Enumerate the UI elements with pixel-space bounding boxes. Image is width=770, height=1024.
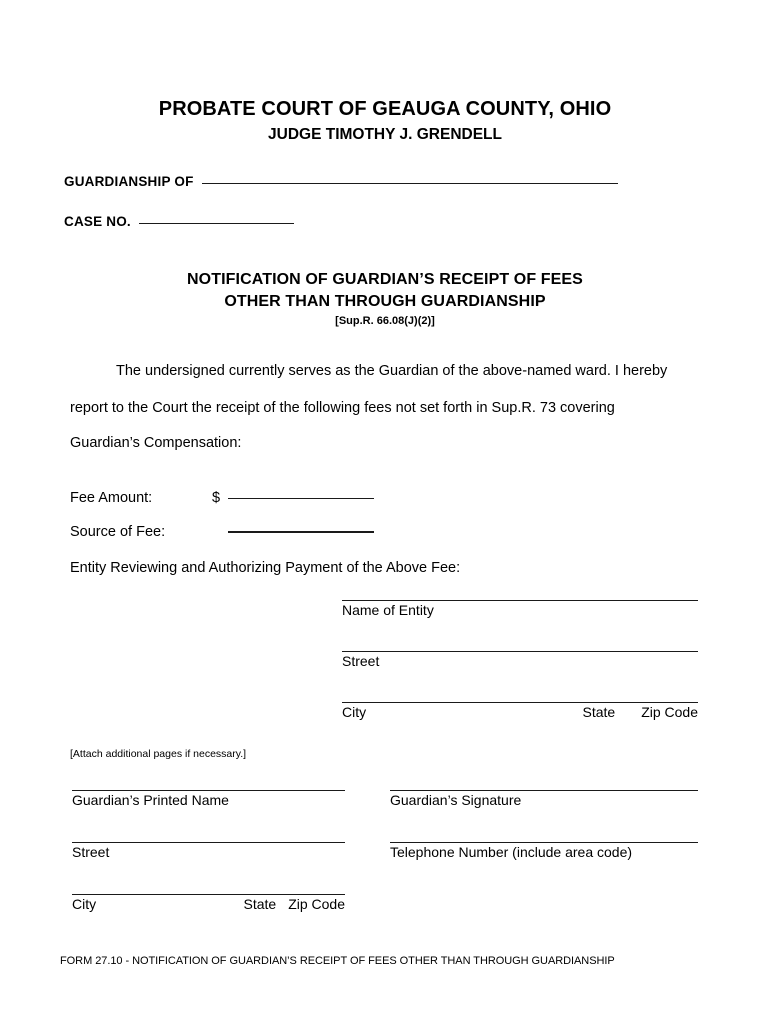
- guardian-signature-label: Guardian’s Signature: [390, 792, 522, 808]
- entity-name-label: Name of Entity: [342, 602, 434, 618]
- guardian-street-field: [72, 842, 345, 860]
- entity-street-field: [342, 651, 698, 669]
- source-of-fee-label: Source of Fee:: [70, 524, 166, 540]
- entity-section-intro: Entity Reviewing and Authorizing Payment of the Above Fee:: [70, 560, 461, 576]
- guardian-signature-column: [390, 790, 698, 912]
- case-number-input-rule[interactable]: [139, 223, 294, 224]
- guardian-zip-label: Zip Code: [288, 896, 345, 912]
- court-title: PROBATE COURT OF GEAUGA COUNTY, OHIO: [158, 98, 612, 120]
- body-paragraph-line-2: report to the Court the receipt of the following fees not set forth in Sup.R. 73 covering: [70, 400, 615, 416]
- fee-amount-label: Fee Amount:: [70, 490, 153, 506]
- guardian-printed-name-field: [72, 790, 345, 808]
- source-of-fee-field: [70, 524, 374, 540]
- fee-amount-field: [70, 490, 374, 506]
- guardian-city-label: City: [72, 896, 97, 912]
- entity-street-label: Street: [342, 653, 380, 669]
- attach-pages-note: [Attach additional pages if necessary.]: [70, 748, 247, 760]
- guardian-telephone-field: [390, 842, 698, 860]
- guardianship-of-input-rule[interactable]: [202, 183, 618, 184]
- guardianship-of-label: GUARDIANSHIP OF: [64, 174, 194, 189]
- guardian-city-state-zip-field: [72, 894, 345, 912]
- case-number-label: CASE NO.: [64, 214, 131, 229]
- body-paragraph-line-1: The undersigned currently serves as the Guardian of the above-named ward. I hereby: [116, 363, 668, 379]
- body-paragraph-line-3: Guardian’s Compensation:: [70, 435, 242, 451]
- judge-name: JUDGE TIMOTHY J. GRENDELL: [268, 126, 502, 143]
- entity-zip-label: Zip Code: [641, 704, 698, 720]
- guardian-state-label: State: [243, 896, 277, 912]
- entity-name-field: [342, 600, 698, 618]
- currency-symbol: $: [212, 490, 221, 506]
- guardian-signature-field: [390, 790, 698, 808]
- case-number-field: [64, 214, 294, 229]
- source-of-fee-input-rule[interactable]: [228, 531, 374, 533]
- entity-city-state-zip-field: [342, 702, 698, 720]
- guardian-printed-name-label: Guardian’s Printed Name: [72, 792, 229, 808]
- entity-state-label: State: [582, 704, 616, 720]
- guardianship-of-field: [64, 174, 618, 189]
- entity-address-block: [342, 600, 698, 720]
- guardian-info-column: [72, 790, 345, 912]
- document-title-line-1: NOTIFICATION OF GUARDIAN’S RECEIPT OF FEES: [187, 271, 583, 288]
- fee-amount-input-rule[interactable]: [228, 498, 374, 499]
- guardian-telephone-label: Telephone Number (include area code): [390, 844, 633, 860]
- rule-citation: [Sup.R. 66.08(J)(2)]: [335, 315, 435, 327]
- entity-city-label: City: [342, 704, 367, 720]
- guardian-street-label: Street: [72, 844, 110, 860]
- document-title-line-2: OTHER THAN THROUGH GUARDIANSHIP: [224, 293, 546, 310]
- form-footer: FORM 27.10 - NOTIFICATION OF GUARDIAN’S RECEIPT OF FEES OTHER THAN THROUGH GUARDIANSHIP: [60, 955, 615, 967]
